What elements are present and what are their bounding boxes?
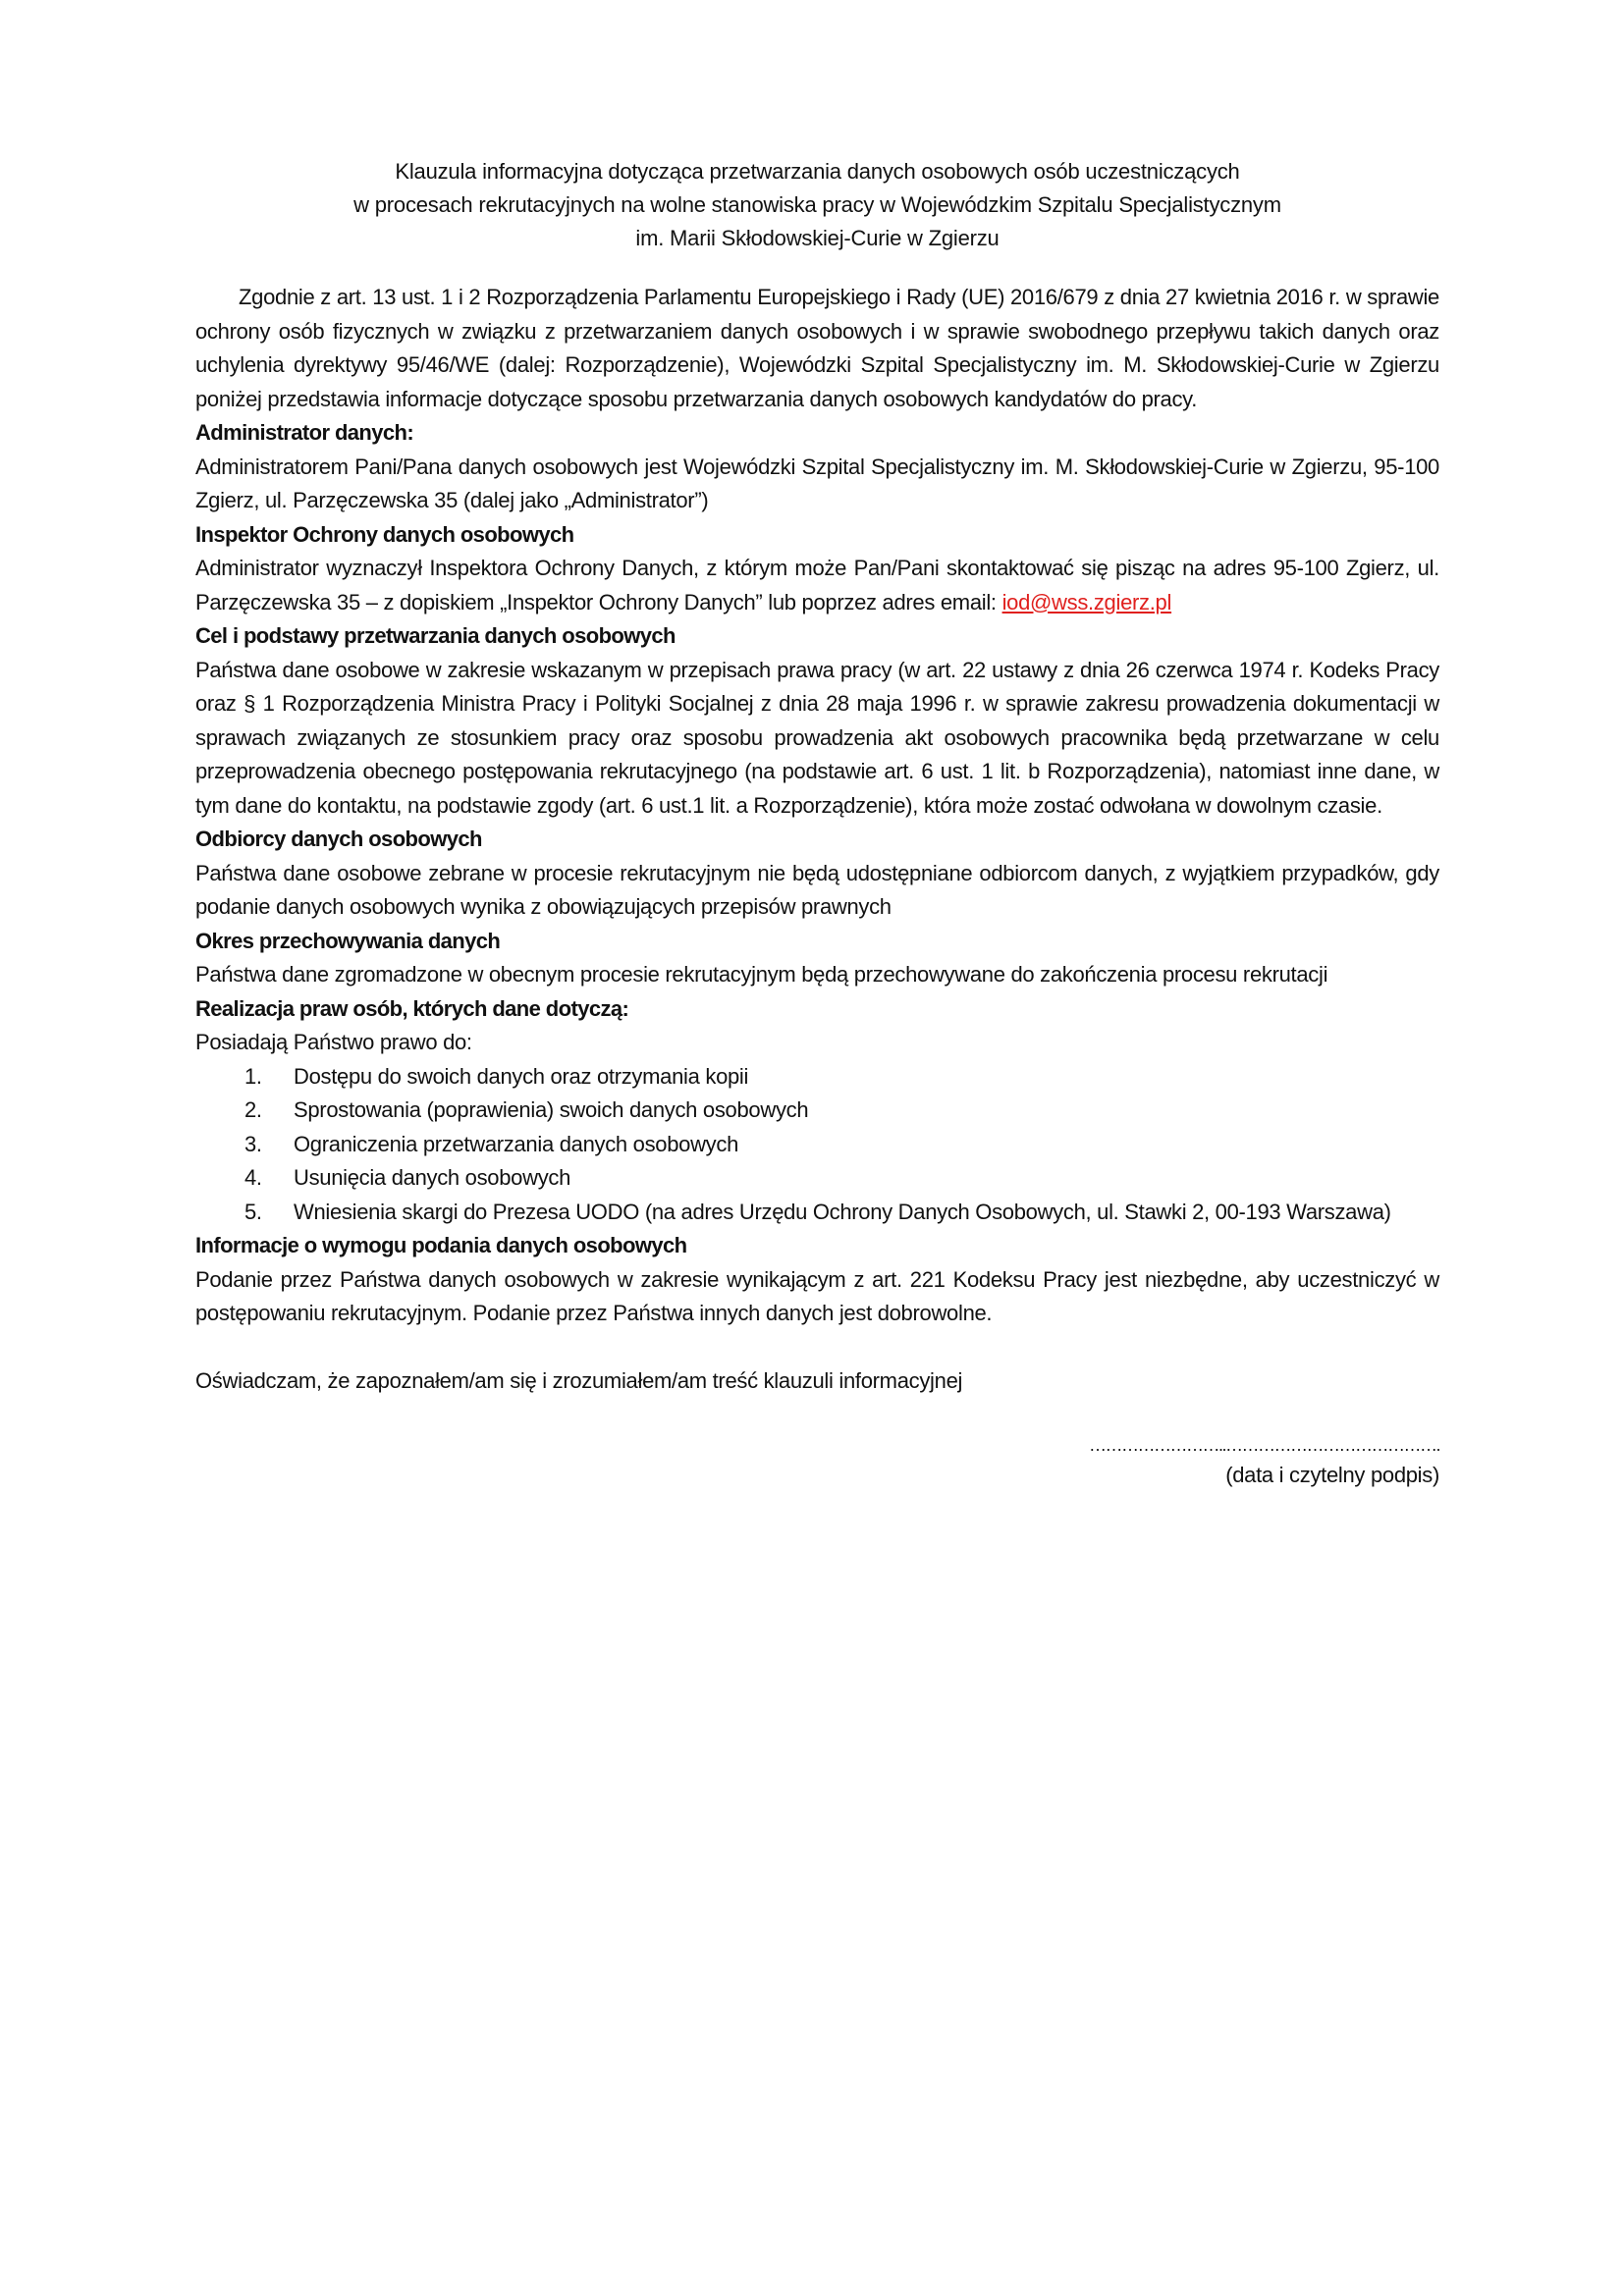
spacer [195,1331,1439,1364]
list-item-number: 2. [244,1097,262,1122]
declaration-statement: Oświadczam, że zapoznałem/am się i zrozumiałem/am treść klauzuli informacyjnej [195,1367,963,1393]
signature-block [195,1431,1439,1492]
section-administrator [195,416,1439,518]
list-item-number: 4. [244,1165,262,1190]
rights-list [195,1060,1439,1230]
rights-intro: Posiadają Państwo prawo do: [195,1030,472,1054]
list-item-text: Dostępu do swoich danych oraz otrzymania kopii [294,1063,749,1089]
list-item [244,1060,1439,1095]
email-link[interactable]: iod@wss.zgierz.pl [1001,589,1172,614]
inspector-body-text: Administrator wyznaczył Inspektora Ochrony Danych, z którym może Pan/Pani skontaktować się pisząc na adres 95-100 Zgierz, ul. Parzęczewska 35 – z dopiskiem „Inspektor Ochrony Danych” lub poprzez adres email: [195,556,1439,614]
section-retention [195,925,1439,992]
section-body: Podanie przez Państwa danych osobowych w zakresie wynikającym z art. 221 Kodeksu Pracy jest niezbędne, aby uczestniczyć w postępowaniu rekrutacyjnym. Podanie przez Państwa innych danych jest dobrowolne. [195,1266,1439,1325]
section-heading: Realizacja praw osób, których dane dotyczą: [195,995,629,1021]
signature-caption: (data i czytelny podpis) [1225,1463,1439,1487]
document-title [195,155,1439,255]
list-item-number: 3. [244,1131,262,1156]
list-item [244,1128,1439,1162]
list-item [244,1094,1439,1128]
title-line-2: w procesach rekrutacyjnych na wolne stanowiska pracy w Wojewódzkim Szpitalu Specjalistycznym [353,192,1281,217]
section-heading: Inspektor Ochrony danych osobowych [195,521,574,547]
section-purpose [195,619,1439,823]
list-item-text: Sprostowania (poprawienia) swoich danych osobowych [294,1097,809,1122]
section-body: Państwa dane osobowe w zakresie wskazanym w przepisach prawa pracy (w art. 22 ustawy z dnia 26 czerwca 1974 r. Kodeks Pracy oraz § 1 Rozporządzenia Ministra Pracy i Polityki Socjalnej z dnia 28 maja 1996 r. w sprawie zakresu prowadzenia dokumentacji w sprawach związanych ze stosunkiem pracy oraz sposobu prowadzenia akt osobowych pracownika będą przetwarzane w celu przeprowadzenia obecnego postępowania rekrutacyjnego (na podstawie art. 6 ust. 1 lit. b Rozporządzenia), natomiast inne dane, w tym dane do kontaktu, na podstawie zgody (art. 6 ust.1 lit. a Rozporządzenie), która może zostać odwołana w dowolnym czasie. [195,657,1439,818]
document-page [195,155,1439,1492]
list-item [244,1161,1439,1196]
section-body: Administratorem Pani/Pana danych osobowych jest Wojewódzki Szpital Specjalistyczny im. M. Skłodowskiej-Curie w Zgierzu, 95-100 Zgierz, ul. Parzęczewska 35 (dalej jako „Administrator”) [195,454,1439,512]
section-requirement [195,1229,1439,1331]
list-item [244,1196,1439,1230]
section-heading: Administrator danych: [195,420,414,445]
signature-line[interactable]: ……………………..…………………………………. [1088,1435,1439,1455]
list-item-number: 1. [244,1063,262,1089]
section-body: Państwa dane zgromadzone w obecnym procesie rekrutacyjnym będą przechowywane do zakończenia procesu rekrutacji [195,962,1328,987]
section-recipients [195,823,1439,925]
section-inspector [195,518,1439,620]
intro-paragraph: Zgodnie z art. 13 ust. 1 i 2 Rozporządzenia Parlamentu Europejskiego i Rady (UE) 2016/679 z dnia 27 kwietnia 2016 r. w sprawie ochrony osób fizycznych w związku z przetwarzaniem danych osobowych i w sprawie swobodnego przepływu takich danych oraz uchylenia dyrektywy 95/46/WE (dalej: Rozporządzenie), Wojewódzki Szpital Specjalistyczny im. M. Skłodowskiej-Curie w Zgierzu poniżej przedstawia informacje dotyczące sposobu przetwarzania danych osobowych kandydatów do pracy. [195,285,1439,411]
title-line-3: im. Marii Skłodowskiej-Curie w Zgierzu [635,226,1000,250]
section-heading: Okres przechowywania danych [195,928,501,953]
list-item-number: 5. [244,1199,262,1224]
section-rights [195,992,1439,1230]
list-item-text: Ograniczenia przetwarzania danych osobowych [294,1131,739,1156]
section-heading: Informacje o wymogu podania danych osobowych [195,1233,687,1257]
section-body: Państwa dane osobowe zebrane w procesie rekrutacyjnym nie będą udostępniane odbiorcom danych, z wyjątkiem przypadków, gdy podanie danych osobowych wynika z obowiązujących przepisów prawnych [195,860,1439,919]
title-line-1: Klauzula informacyjna dotycząca przetwarzania danych osobowych osób uczestniczących [395,159,1240,184]
list-item-text: Wniesienia skargi do Prezesa UODO (na adres Urzędu Ochrony Danych Osobowych, ul. Stawki 2, 00-193 Warszawa) [294,1199,1391,1224]
section-body [195,552,1439,619]
list-item-text: Usunięcia danych osobowych [294,1165,571,1190]
section-heading: Cel i podstawy przetwarzania danych osobowych [195,623,676,648]
section-heading: Odbiorcy danych osobowych [195,827,482,851]
